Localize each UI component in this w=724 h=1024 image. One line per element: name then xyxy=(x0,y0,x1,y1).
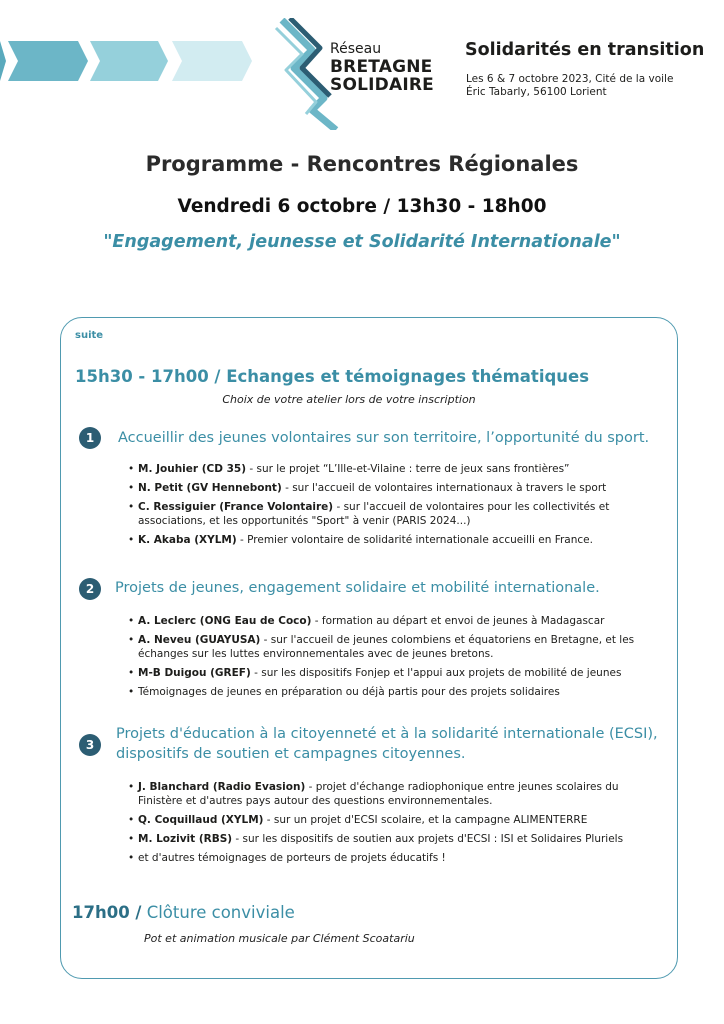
event-info xyxy=(466,73,673,99)
list-item: • M-B Duigou (GREF) - sur les dispositifs Fonjep et l'appui aux projets de mobilité de jeunes xyxy=(128,666,648,680)
theme-3-number: 3 xyxy=(79,734,101,756)
closing-time: 17h00 / xyxy=(72,903,142,922)
chevron-3 xyxy=(90,41,168,81)
list-item: • K. Akaba (XYLM) - Premier volontaire de solidarité internationale accueilli en France. xyxy=(128,533,648,547)
theme-2-number: 2 xyxy=(79,578,101,600)
theme-2-list xyxy=(128,614,648,704)
theme-3-list xyxy=(128,780,648,870)
date-title: Vendredi 6 octobre / 13h30 - 18h00 xyxy=(177,196,547,217)
list-item: • A. Leclerc (ONG Eau de Coco) - formation au départ et envoi de jeunes à Madagascar xyxy=(128,614,648,628)
theme-title: "Engagement, jeunesse et Solidarité Internationale" xyxy=(103,232,621,252)
list-item: • Témoignages de jeunes en préparation ou déjà partis pour des projets solidaires xyxy=(128,685,648,699)
event-address: Éric Tabarly, 56100 Lorient xyxy=(466,86,607,98)
event-title: Solidarités en transition xyxy=(465,40,705,60)
theme-3-title: Projets d'éducation à la citoyenneté et à la solidarité internationale (ECSI), dispositifs de soutien et campagnes citoyennes. xyxy=(116,726,658,762)
suite-label: suite xyxy=(75,330,104,341)
list-item: • C. Ressiguier (France Volontaire) - sur l'accueil de volontaires pour les collectivités et associations, et les opportunités "Sport" à venir (PARIS 2024...) xyxy=(128,500,648,528)
section-title: 15h30 - 17h00 / Echanges et témoignages thématiques xyxy=(75,367,590,386)
logo-reseau: Réseau xyxy=(330,41,382,57)
list-item: • A. Neveu (GUAYUSA) - sur l'accueil de jeunes colombiens et équatoriens en Bretagne, et les échanges sur les luttes environnementales avec de jeunes bretons. xyxy=(128,633,648,661)
chevron-2 xyxy=(8,41,88,81)
header-chevrons xyxy=(0,41,260,81)
chevron-4 xyxy=(172,41,252,81)
list-item: • Q. Coquillaud (XYLM) - sur un projet d'ECSI scolaire, et la campagne ALIMENTERRE xyxy=(128,813,648,827)
theme-2-title: Projets de jeunes, engagement solidaire et mobilité internationale. xyxy=(115,580,600,596)
logo-wordmark xyxy=(330,42,434,94)
closing-label: Clôture conviviale xyxy=(141,903,295,922)
list-item: • N. Petit (GV Hennebont) - sur l'accueil de volontaires internationaux à travers le sport xyxy=(128,481,648,495)
chevron-1 xyxy=(0,41,6,81)
list-item: • et d'autres témoignages de porteurs de projets éducatifs ! xyxy=(128,851,648,865)
list-item: • M. Jouhier (CD 35) - sur le projet “L’Ille-et-Vilaine : terre de jeux sans frontières” xyxy=(128,462,648,476)
theme-1-number: 1 xyxy=(79,427,101,449)
closing-title xyxy=(72,903,295,922)
closing-subtitle: Pot et animation musicale par Clément Scoatariu xyxy=(144,932,415,945)
section-subtitle: Choix de votre atelier lors de votre inscription xyxy=(222,393,476,406)
event-date-place: Les 6 & 7 octobre 2023, Cité de la voile xyxy=(466,73,674,85)
logo-bretagne: BRETAGNE xyxy=(330,57,433,77)
list-item: • J. Blanchard (Radio Evasion) - projet d'échange radiophonique entre jeunes scolaires du Finistère et d'autres pays autour des questions environnementales. xyxy=(128,780,648,808)
theme-1-title: Accueillir des jeunes volontaires sur son territoire, l’opportunité du sport. xyxy=(118,430,650,446)
programme-title: Programme - Rencontres Régionales xyxy=(145,152,579,176)
logo-solidaire: SOLIDAIRE xyxy=(330,75,434,95)
list-item: • M. Lozivit (RBS) - sur les dispositifs de soutien aux projets d'ECSI : ISI et Solidaires Pluriels xyxy=(128,832,648,846)
theme-1-list xyxy=(128,462,648,552)
